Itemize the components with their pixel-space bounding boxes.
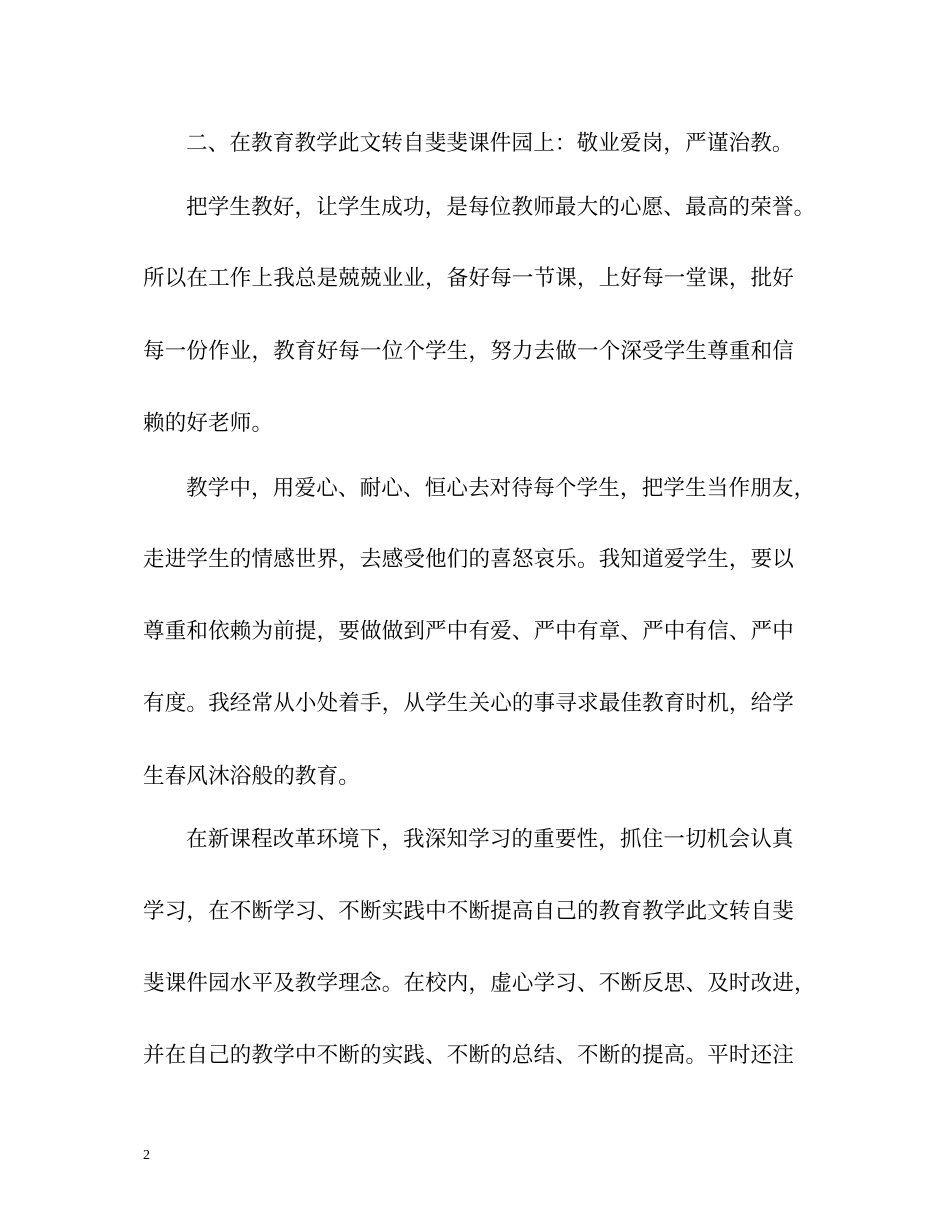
page-number: 2 [143, 1148, 150, 1163]
text-line: 二、在教育教学此文转自斐斐课件园上：敬业爱岗，严谨治教。 [186, 131, 794, 156]
text-line: 生春风沐浴般的教育。 [143, 764, 361, 789]
text-line: 所以在工作上我总是兢兢业业，备好每一节课，上好每一堂课，批好 [143, 266, 795, 291]
text-line: 教学中，用爱心、耐心、恒心去对待每个学生，把学生当作朋友， [186, 476, 816, 501]
text-line: 学习，在不断学习、不断实践中不断提高自己的教育教学此文转自斐 [143, 899, 795, 924]
text-line: 每一份作业，教育好每一位个学生，努力去做一个深受学生尊重和信 [143, 339, 795, 364]
text-line: 有度。我经常从小处着手，从学生关心的事寻求最佳教育时机，给学 [143, 691, 795, 716]
text-line: 走进学生的情感世界，去感受他们的喜怒哀乐。我知道爱学生，要以 [143, 547, 795, 572]
text-line: 斐课件园水平及教学理念。在校内，虚心学习、不断反思、及时改进， [143, 971, 816, 996]
text-line: 赖的好老师。 [143, 411, 274, 436]
text-line: 在新课程改革环境下，我深知学习的重要性，抓住一切机会认真 [186, 827, 794, 852]
text-line: 并在自己的教学中不断的实践、不断的总结、不断的提高。平时还注 [143, 1043, 795, 1068]
text-line: 尊重和依赖为前提，要做做到严中有爱、严中有章、严中有信、严中 [143, 619, 795, 644]
text-line: 把学生教好，让学生成功，是每位教师最大的心愿、最高的荣誉。 [186, 195, 816, 220]
